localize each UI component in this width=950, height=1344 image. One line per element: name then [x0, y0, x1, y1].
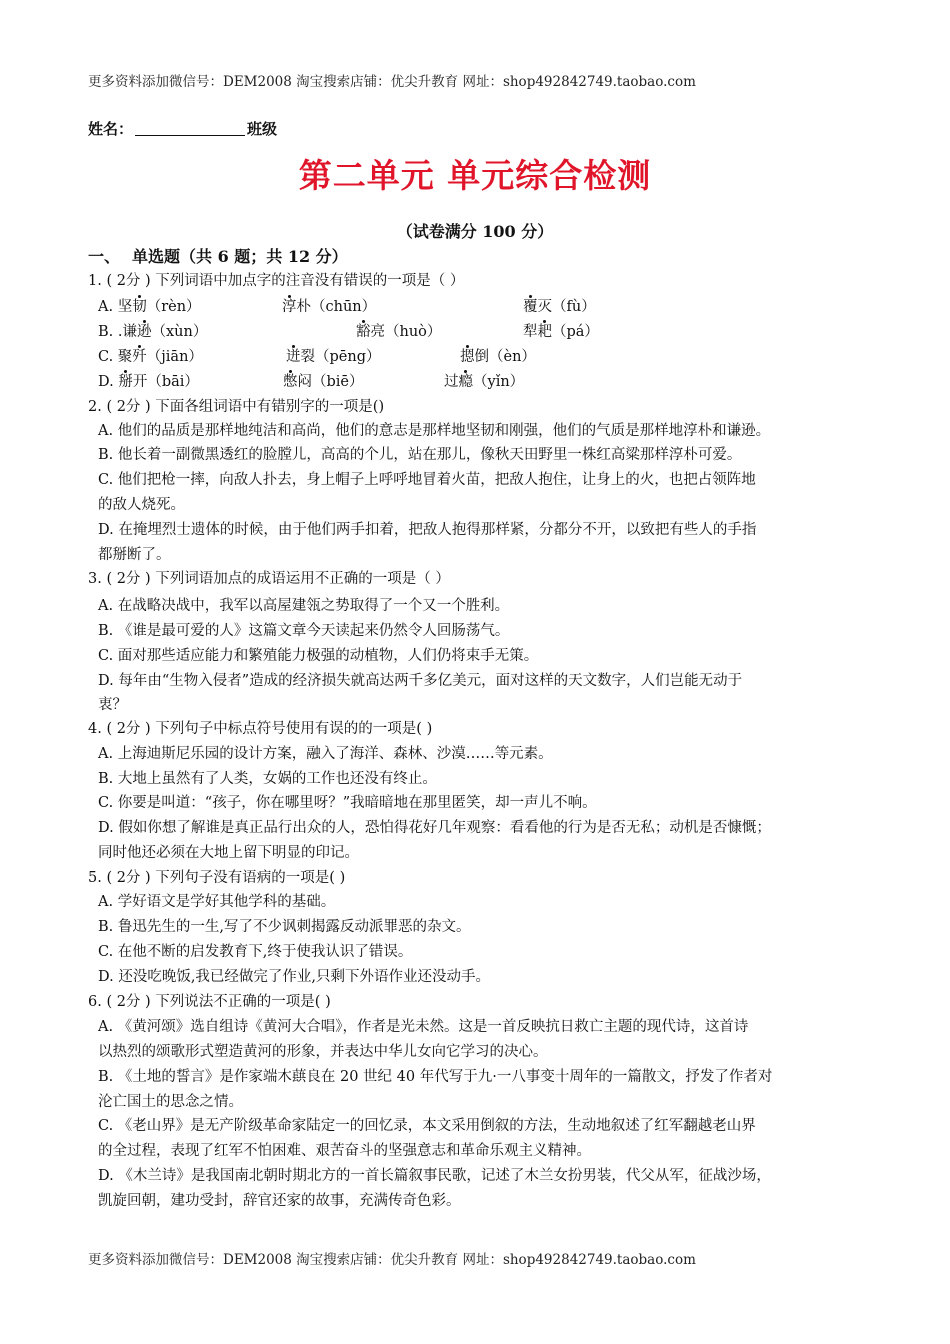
- question-2-line: B. 他长着一副微黑透红的脸膛儿，高高的个儿，站在那儿，像秋天田野里一株红高粱那样淳朴可爱。: [98, 447, 742, 463]
- name-class-field: [88, 118, 277, 139]
- page-header-note: 更多资料添加微信号：DEM2008 淘宝搜索店铺：优尖升教育 网址：shop492842749.taobao.com: [88, 74, 696, 90]
- class-label: 班级: [247, 120, 278, 138]
- question-5-line: B. 鲁迅先生的一生,写了不少讽刺揭露反动派罪恶的杂文。: [98, 919, 471, 935]
- question-6-line: 的全过程，表现了红军不怕困难、艰苦奋斗的坚强意志和革命乐观主义精神。: [98, 1143, 591, 1159]
- question-2-line: D. 在掩埋烈士遗体的时候，由于他们两手扣着，把敌人抱得那样紧，分都分不开，以致把有些人的手指: [98, 522, 757, 538]
- question-3-stem: 3. ( 2分 ) 下列词语加点的成语运用不正确的一项是（ ）: [88, 571, 450, 587]
- emphasis-dot-char: 掰: [118, 374, 133, 390]
- question-3-line: 衷？: [98, 697, 127, 713]
- question-2-stem: 2. ( 2分 ) 下面各组词语中有错别字的一项是(): [88, 399, 385, 415]
- emphasis-dot-char: 歼: [132, 349, 147, 365]
- emphasis-dot-char: 淳: [282, 299, 297, 315]
- emphasis-dot-char: 耙: [537, 324, 552, 340]
- emphasis-dot-char: 瘾: [458, 374, 473, 390]
- question-4-line: A. 上海迪斯尼乐园的设计方案，融入了海洋、森林、沙漠……等元素。: [98, 746, 553, 762]
- section-number: 一、: [88, 247, 121, 266]
- q1-option-a-word-2: 淳朴（chūn）: [282, 299, 377, 315]
- question-4-line: C. 你要是叫道：“孩子，你在哪里呀？”我暗暗地在那里匿笑，却一声儿不响。: [98, 795, 597, 811]
- question-3-line: B. 《谁是最可爱的人》这篇文章今天读起来仍然令人回肠荡气。: [98, 623, 510, 639]
- emphasis-dot-char: 迸: [286, 349, 301, 365]
- question-2-line: 的敌人烧死。: [98, 497, 185, 513]
- question-4-line: 同时他还必须在大地上留下明显的印记。: [98, 845, 359, 861]
- q1-option-d-word-3: 过瘾（yǐn）: [444, 374, 525, 390]
- emphasis-dot-char: 豁: [356, 324, 371, 340]
- q1-option-a-word-3: 覆灭（fù）: [523, 299, 596, 315]
- question-6-line: C. 《老山界》是无产阶级革命家陆定一的回忆录，本文采用倒叙的方法，生动地叙述了红军翻越老山界: [98, 1118, 756, 1134]
- question-5-line: C. 在他不断的启发教育下,终于使我认识了错误。: [98, 944, 413, 960]
- q1-option-d-word-2: 憋闷（biē）: [283, 374, 364, 390]
- question-6-line: A. 《黄河颂》选自组诗《黄河大合唱》，作者是光未然。这是一首反映抗日救亡主题的现代诗，这首诗: [98, 1019, 749, 1035]
- question-6-line: B. 《土地的誓言》是作家端木蕻良在 20 世纪 40 年代写于九·一八事变十周年的一篇散文，抒发了作者对: [98, 1069, 773, 1085]
- question-2-line: A. 他们的品质是那样地纯洁和高尚，他们的意志是那样地坚韧和刚强，他们的气质是那样地淳朴和谦逊。: [98, 423, 771, 439]
- question-4-line: D. 假如你想了解谁是真正品行出众的人，恐怕得花好几年观察：看看他的行为是否无私；动机是否慷慨；: [98, 820, 771, 836]
- question-3-line: D. 每年由“生物入侵者”造成的经济损失就高达两千多亿美元，面对这样的天文数字，人们岂能无动于: [98, 673, 743, 689]
- question-6-line: 沦亡国土的思念之情。: [98, 1094, 243, 1110]
- section-heading: [88, 244, 348, 267]
- question-2-line: C. 他们把枪一摔，向敌人扑去，身上帽子上呼呼地冒着火苗，把敌人抱住，让身上的火，也把占领阵地: [98, 472, 756, 488]
- emphasis-dot-char: 韧: [132, 299, 147, 315]
- q1-option-b-word-3: 犁耙（pá）: [523, 324, 599, 340]
- q1-option-c-word-1: C. 聚歼（jiān）: [98, 349, 203, 365]
- question-3-line: A. 在战略决战中，我军以高屋建瓴之势取得了一个又一个胜利。: [98, 598, 510, 614]
- question-4-line: B. 大地上虽然有了人类，女娲的工作也还没有终止。: [98, 771, 437, 787]
- question-2-line: 都掰断了。: [98, 547, 171, 563]
- q1-option-b-word-2: 豁亮（huò）: [356, 324, 442, 340]
- page-subtitle: （试卷满分 100 分）: [396, 222, 554, 241]
- q1-option-d-word-1: D. 掰开（bāi）: [98, 374, 199, 390]
- emphasis-dot-char: 覆: [523, 299, 538, 315]
- q1-option-c-word-2: 迸裂（pēng）: [286, 349, 381, 365]
- question-5-line: D. 还没吃晚饭,我已经做完了作业,只剩下外语作业还没动手。: [98, 969, 491, 985]
- question-5-line: A. 学好语文是学好其他学科的基础。: [98, 894, 336, 910]
- q1-option-c-word-3: 摁倒（èn）: [460, 349, 536, 365]
- name-blank-line: [135, 121, 245, 136]
- question-6-line: 凯旋回朝，建功受封，辞官还家的故事，充满传奇色彩。: [98, 1193, 461, 1209]
- q1-option-a-word-1: A. 坚韧（rèn）: [98, 299, 201, 315]
- page-footer-note: 更多资料添加微信号：DEM2008 淘宝搜索店铺：优尖升教育 网址：shop492842749.taobao.com: [88, 1252, 696, 1268]
- q1-option-b-word-1: B. .谦逊（xùn）: [98, 324, 208, 340]
- emphasis-dot-char: 摁: [460, 349, 475, 365]
- question-5-stem: 5. ( 2分 ) 下列句子没有语病的一项是( ): [88, 870, 346, 886]
- section-title: 单选题（共 6 题；共 12 分）: [132, 247, 348, 266]
- question-6-stem: 6. ( 2分 ) 下列说法不正确的一项是( ): [88, 994, 331, 1010]
- emphasis-dot-char: 逊: [136, 324, 152, 340]
- page-title: 第二单元 单元综合检测: [298, 156, 652, 195]
- emphasis-dot-char: 憋: [283, 374, 298, 390]
- question-3-line: C. 面对那些适应能力和繁殖能力极强的动植物，人们仍将束手无策。: [98, 648, 539, 664]
- question-6-line: D. 《木兰诗》是我国南北朝时期北方的一首长篇叙事民歌，记述了木兰女扮男装，代父从军，征战沙场，: [98, 1168, 771, 1184]
- question-1-stem: 1. ( 2分 ) 下列词语中加点字的注音没有错误的一项是（ ）: [88, 273, 465, 289]
- question-6-line: 以热烈的颂歌形式塑造黄河的形象，并表达中华儿女向它学习的决心。: [98, 1044, 548, 1060]
- question-4-stem: 4. ( 2分 ) 下列句子中标点符号使用有误的的一项是( ): [88, 721, 433, 737]
- name-label: 姓名：: [88, 120, 134, 138]
